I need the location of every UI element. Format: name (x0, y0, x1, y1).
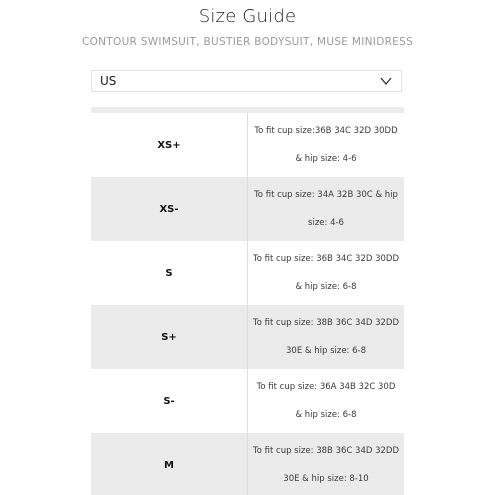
size-cell: S+ (161, 331, 177, 343)
product-subtitle: CONTOUR SWIMSUIT, BUSTIER BODYSUIT, MUSE MINIDRESS (81, 36, 414, 48)
fit-description-cell: To fit cup size: 38B 36C 34D 32DD 30E & hip size: 6-8 (252, 318, 399, 356)
region-select-value: US (100, 74, 117, 88)
size-table (91, 107, 404, 495)
table-row (91, 369, 404, 433)
column-divider (247, 177, 248, 241)
size-cell: S (165, 267, 173, 279)
fit-description-cell: To fit cup size: 36A 34B 32C 30D & hip size: 6-8 (256, 382, 396, 420)
fit-description-cell: To fit cup size: 38B 36C 34D 32DD 30E & hip size: 8-10 (252, 446, 399, 484)
size-cell: XS+ (157, 139, 181, 151)
column-divider (247, 433, 248, 495)
chevron-down-icon (379, 75, 393, 87)
region-select[interactable] (91, 70, 402, 92)
column-divider (247, 113, 248, 177)
column-divider (247, 241, 248, 305)
table-row (91, 305, 404, 369)
column-divider (247, 369, 248, 433)
fit-description-cell: To fit cup size:36B 34C 32D 30DD & hip size: 4-6 (254, 126, 398, 164)
size-cell: S- (163, 395, 175, 407)
fit-description-cell: To fit cup size: 36B 34C 32D 30DD & hip size: 6-8 (252, 254, 399, 292)
table-row (91, 433, 404, 495)
size-cell: XS- (159, 203, 179, 215)
table-row (91, 113, 404, 177)
column-divider (247, 305, 248, 369)
size-cell: M (164, 459, 174, 471)
fit-description-cell: To fit cup size: 34A 32B 30C & hip size: 4-6 (254, 190, 398, 228)
page-title: Size Guide (198, 6, 297, 27)
table-row (91, 177, 404, 241)
table-row (91, 241, 404, 305)
